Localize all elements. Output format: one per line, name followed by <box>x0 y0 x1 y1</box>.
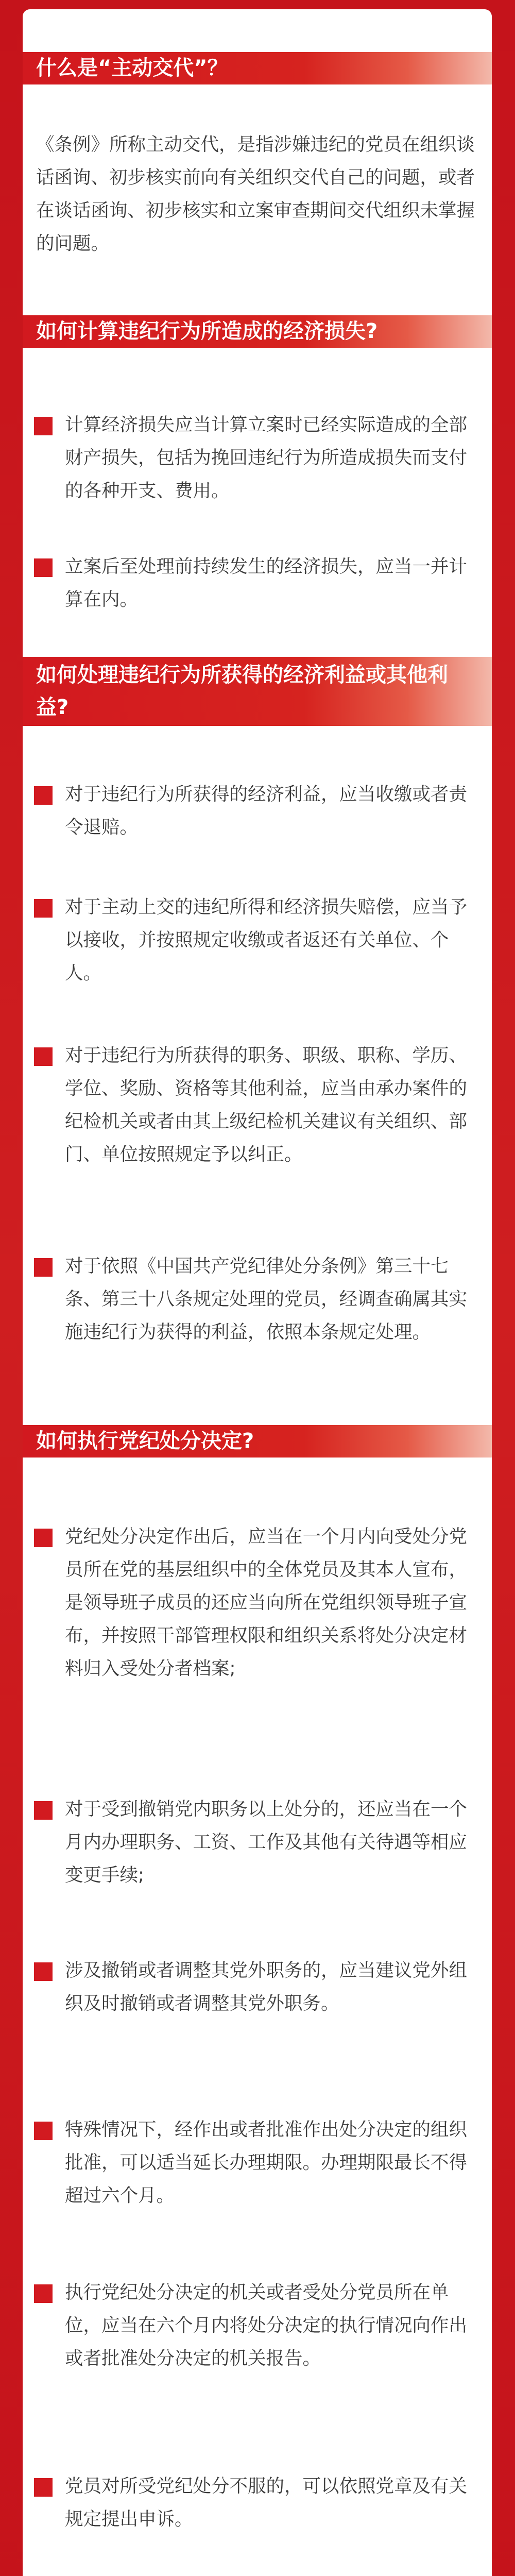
list-item-text: 对于受到撤销党内职务以上处分的，还应当在一个月内办理职务、工资、工作及其他有关待遇等相应变更手续; <box>65 1799 468 1886</box>
list-item <box>34 409 477 507</box>
square-bullet-icon <box>34 1258 53 1277</box>
square-bullet-icon <box>34 2122 53 2140</box>
list-item-text: 对于违纪行为所获得的职务、职级、职称、学历、学位、奖励、资格等其他利益，应当由承办案件的纪检机关或者由其上级纪检机关建议有关组织、部门、单位按照规定予以纠正。 <box>65 1045 468 1165</box>
square-bullet-icon <box>34 1047 53 1066</box>
square-bullet-icon <box>34 2478 53 2497</box>
list-item <box>34 2276 477 2375</box>
list-item <box>34 1520 477 1685</box>
section-title: 什么是“主动交代”？ <box>23 52 492 84</box>
list-item-text: 立案后至处理前持续发生的经济损失，应当一并计算在内。 <box>65 556 468 610</box>
section-paragraph: 《条例》所称主动交代，是指涉嫌违纪的党员在组织谈话函询、初步核实前向有关组织交代自己的问题，或者在谈话函询、初步核实和立案审查期间交代组织未掌握的问题。 <box>36 134 475 254</box>
square-bullet-icon <box>34 786 53 805</box>
list-item <box>34 891 477 990</box>
list-item-text: 党员对所受党纪处分不服的，可以依照党章及有关规定提出申诉。 <box>65 2476 468 2530</box>
list-item <box>34 1954 477 2020</box>
list-item-text: 对于主动上交的违纪所得和经济损失赔偿，应当予以接收，并按照规定收缴或者返还有关单位、个人。 <box>65 896 468 984</box>
list-item-text: 特殊情况下，经作出或者批准作出处分决定的组织批准，可以适当延长办理期限。办理期限最长不得超过六个月。 <box>65 2119 468 2206</box>
list-item <box>34 1793 477 1892</box>
content-card <box>23 9 492 2576</box>
list-item <box>34 778 477 844</box>
square-bullet-icon <box>34 558 53 577</box>
square-bullet-icon <box>34 899 53 918</box>
square-bullet-icon <box>34 1962 53 1981</box>
list-item-text: 涉及撤销或者调整其党外职务的，应当建议党外组织及时撤销或者调整其党外职务。 <box>65 1960 468 2014</box>
list-item <box>34 1250 477 1349</box>
section-title: 如何计算违纪行为所造成的经济损失? <box>23 315 492 348</box>
section-title: 如何处理违纪行为所获得的经济利益或其他利益? <box>23 657 492 726</box>
list-item <box>34 550 477 616</box>
list-item <box>34 1039 477 1171</box>
list-item-text: 执行党纪处分决定的机关或者受处分党员所在单位，应当在六个月内将处分决定的执行情况向作出或者批准处分决定的机关报告。 <box>65 2282 468 2369</box>
list-item-text: 对于依照《中国共产党纪律处分条例》第三十七条、第三十八条规定处理的党员，经调查确属其实施违纪行为获得的利益，依照本条规定处理。 <box>65 1256 468 1343</box>
list-item <box>34 2113 477 2212</box>
square-bullet-icon <box>34 1529 53 1547</box>
section-title: 如何执行党纪处分决定? <box>23 1425 492 1458</box>
list-item-text: 党纪处分决定作出后，应当在一个月内向受处分党员所在党的基层组织中的全体党员及其本人宣布，是领导班子成员的还应当向所在党组织领导班子宣布，并按照干部管理权限和组织关系将处分决定材料归入受处分者档案; <box>65 1526 468 1679</box>
square-bullet-icon <box>34 417 53 435</box>
list-item <box>34 2470 477 2536</box>
square-bullet-icon <box>34 2284 53 2303</box>
list-item-text: 计算经济损失应当计算立案时已经实际造成的全部财产损失，包括为挽回违纪行为所造成损失而支付的各种开支、费用。 <box>65 414 468 501</box>
square-bullet-icon <box>34 1801 53 1820</box>
list-item-text: 对于违纪行为所获得的经济利益，应当收缴或者责令退赔。 <box>65 784 468 838</box>
